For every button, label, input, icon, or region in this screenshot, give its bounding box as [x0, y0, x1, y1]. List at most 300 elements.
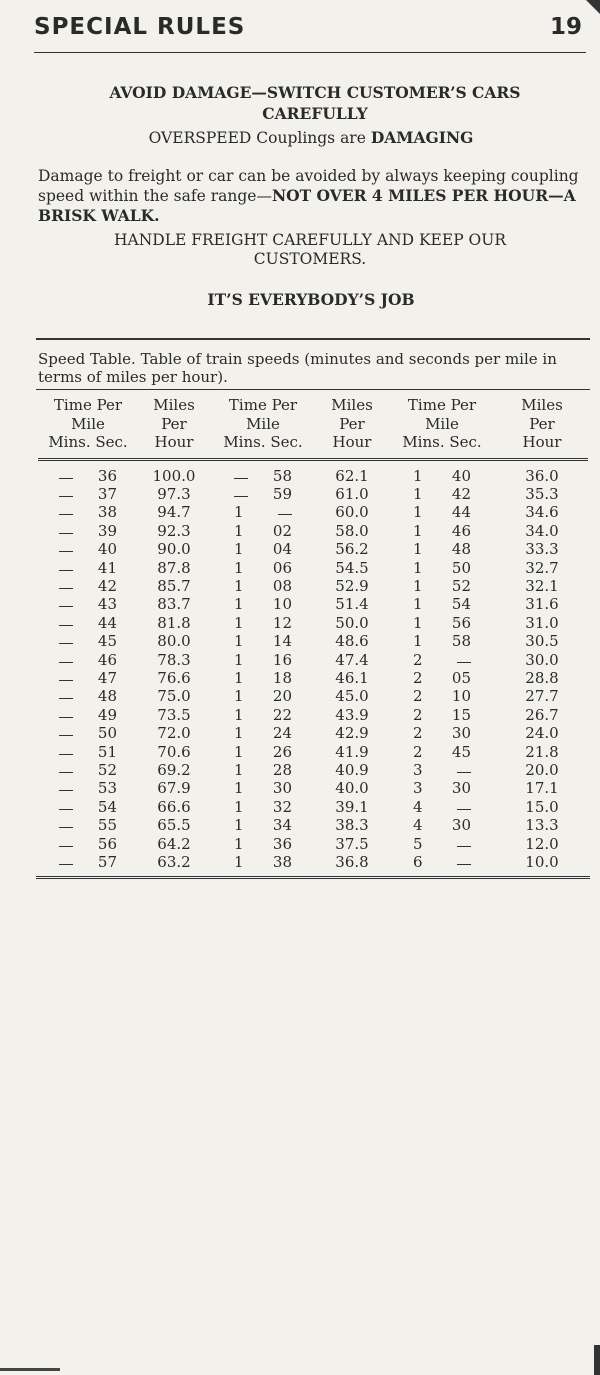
minutes-value [59, 522, 81, 540]
miles-per-hour-cell: 72.0 [157, 724, 191, 743]
seconds-value: 56 [97, 834, 117, 853]
miles-per-hour-cell: 60.0 [335, 503, 369, 522]
time-per-mile-cell [210, 687, 316, 705]
blank-minutes-dash [59, 614, 73, 626]
minutes-value: 1 [234, 503, 244, 522]
time-per-mile-cell [388, 816, 496, 834]
minutes-value: 1 [234, 650, 244, 669]
time-per-mile-cell [388, 577, 496, 595]
seconds-value: 16 [272, 650, 292, 669]
time-per-mile-cell [388, 779, 496, 797]
miles-per-hour-cell: 81.8 [157, 613, 191, 632]
seconds-value: 28 [272, 761, 292, 779]
seconds-value: 44 [451, 503, 471, 522]
seconds-value: 50 [97, 724, 117, 743]
table-row [38, 651, 588, 669]
minutes-value: 2 [413, 687, 423, 706]
miles-per-hour-cell: 36.8 [335, 853, 369, 872]
time-per-mile-cell [38, 559, 138, 577]
miles-per-hour-cell: 40.0 [335, 779, 369, 798]
miles-per-hour-cell: 97.3 [157, 484, 191, 503]
minutes-value: 1 [234, 705, 244, 724]
minutes-value: 1 [234, 834, 244, 853]
miles-per-hour-cell: 20.0 [525, 761, 559, 779]
miles-per-hour-cell: 32.7 [525, 558, 559, 577]
blank-seconds-dash [457, 798, 471, 810]
miles-per-hour-cell: 37.5 [335, 834, 369, 853]
miles-per-hour-cell: 33.3 [525, 540, 559, 559]
minutes-value: 1 [234, 632, 244, 651]
minutes-value: 1 [234, 816, 244, 835]
time-per-mile-cell [210, 853, 316, 871]
seconds-value: 58 [272, 466, 292, 485]
time-per-mile-cell [388, 459, 496, 485]
minutes-value: 1 [413, 521, 423, 540]
miles-per-hour-cell: 83.7 [157, 595, 191, 614]
seconds-value: 22 [272, 705, 292, 724]
seconds-value: 58 [451, 632, 471, 651]
seconds-value: 52 [97, 761, 117, 779]
blank-minutes-dash [234, 467, 248, 479]
minutes-value: 2 [413, 705, 423, 724]
minutes-value: 2 [413, 650, 423, 669]
seconds-value [435, 835, 471, 853]
miles-per-hour-cell: 30.5 [525, 632, 559, 651]
col-header-time-3: Time Per Mile Mins. Sec. [388, 396, 496, 459]
seconds-value: 45 [97, 632, 117, 651]
seconds-value: 10 [451, 687, 471, 706]
seconds-value: 08 [272, 576, 292, 595]
time-per-mile-cell [38, 706, 138, 724]
time-per-mile-cell [38, 798, 138, 816]
seconds-value: 52 [451, 576, 471, 595]
minutes-value: 1 [413, 632, 423, 651]
miles-per-hour-cell: 35.3 [525, 484, 559, 503]
notice-paragraph-bold: NOT OVER 4 MILES PER HOUR—A BRISK WALK. [38, 186, 576, 225]
page-edge-mark-right [594, 1345, 600, 1375]
blank-minutes-dash [59, 798, 73, 810]
seconds-value: 46 [451, 521, 471, 540]
miles-per-hour-cell: 42.9 [335, 724, 369, 743]
minutes-value [59, 798, 81, 816]
seconds-value: 53 [97, 779, 117, 798]
seconds-value: 45 [451, 742, 471, 761]
col-header-mph-2: Miles Per Hour [316, 396, 388, 459]
table-row [38, 669, 588, 687]
time-per-mile-cell [210, 835, 316, 853]
col-header-time-1: Time Per Mile Mins. Sec. [38, 396, 138, 459]
minutes-value: 1 [234, 853, 244, 872]
minutes-value: 4 [413, 797, 423, 816]
blank-minutes-dash [59, 651, 73, 663]
miles-per-hour-cell: 73.5 [157, 705, 191, 724]
table-row [38, 706, 588, 724]
minutes-value: 1 [234, 521, 244, 540]
time-per-mile-cell [388, 724, 496, 742]
miles-per-hour-cell: 85.7 [157, 576, 191, 595]
time-per-mile-cell [388, 595, 496, 613]
table-row [38, 687, 588, 705]
seconds-value: 38 [97, 503, 117, 522]
blank-minutes-dash [59, 559, 73, 571]
minutes-value: 2 [413, 742, 423, 761]
miles-per-hour-cell: 17.1 [525, 779, 559, 798]
time-per-mile-cell [210, 559, 316, 577]
time-per-mile-cell [388, 485, 496, 503]
miles-per-hour-cell: 78.3 [157, 650, 191, 669]
blank-seconds-dash [457, 853, 471, 865]
table-row [38, 761, 588, 779]
seconds-value [435, 651, 471, 669]
miles-per-hour-cell: 12.0 [525, 834, 559, 853]
miles-per-hour-cell: 90.0 [157, 540, 191, 559]
miles-per-hour-cell: 48.6 [335, 632, 369, 651]
table-row [38, 798, 588, 816]
table-row [38, 540, 588, 558]
time-per-mile-cell [38, 816, 138, 834]
seconds-value: 38 [272, 853, 292, 872]
miles-per-hour-cell: 56.2 [335, 540, 369, 559]
col-header-time-2: Time Per Mile Mins. Sec. [210, 396, 316, 459]
table-row [38, 459, 588, 485]
blank-minutes-dash [59, 577, 73, 589]
blank-minutes-dash [59, 835, 73, 847]
seconds-value [435, 761, 471, 779]
seconds-value: 48 [451, 540, 471, 559]
time-per-mile-cell [210, 595, 316, 613]
time-per-mile-cell [38, 614, 138, 632]
time-per-mile-cell [210, 779, 316, 797]
time-per-mile-cell [210, 540, 316, 558]
minutes-value: 4 [413, 816, 423, 835]
miles-per-hour-cell: 50.0 [335, 613, 369, 632]
time-per-mile-cell [38, 687, 138, 705]
col-header-mph-3: Miles Per Hour [496, 396, 588, 459]
table-row [38, 614, 588, 632]
minutes-value: 1 [413, 558, 423, 577]
miles-per-hour-cell: 36.0 [525, 466, 559, 485]
minutes-value [59, 669, 81, 687]
miles-per-hour-cell: 34.0 [525, 521, 559, 540]
miles-per-hour-cell: 31.0 [525, 613, 559, 632]
seconds-value [256, 503, 292, 521]
time-per-mile-cell [388, 835, 496, 853]
time-per-mile-cell [388, 614, 496, 632]
minutes-value [59, 743, 81, 761]
table-bottom-rule [36, 876, 590, 881]
minutes-value: 1 [413, 576, 423, 595]
seconds-value: 18 [272, 668, 292, 687]
minutes-value: 1 [234, 595, 244, 614]
seconds-value: 47 [97, 668, 117, 687]
minutes-value: 1 [234, 742, 244, 761]
minutes-value: 1 [234, 761, 244, 779]
seconds-value: 59 [272, 484, 292, 503]
seconds-value: 54 [451, 595, 471, 614]
miles-per-hour-cell: 30.0 [525, 650, 559, 669]
table-row [38, 632, 588, 650]
miles-per-hour-cell: 34.6 [525, 503, 559, 522]
page-edge-mark-left [0, 1368, 60, 1371]
blank-minutes-dash [59, 522, 73, 534]
table-row [38, 577, 588, 595]
seconds-value: 36 [97, 466, 117, 485]
minutes-value [59, 779, 81, 797]
miles-per-hour-cell: 100.0 [152, 466, 196, 485]
seconds-value: 40 [451, 466, 471, 485]
blank-minutes-dash [59, 687, 73, 699]
miles-per-hour-cell: 46.1 [335, 668, 369, 687]
time-per-mile-cell [38, 651, 138, 669]
time-per-mile-cell [388, 798, 496, 816]
minutes-value: 3 [413, 779, 423, 798]
blank-seconds-dash [457, 835, 471, 847]
time-per-mile-cell [388, 743, 496, 761]
seconds-value: 30 [451, 816, 471, 835]
time-per-mile-cell [38, 853, 138, 871]
minutes-value: 1 [234, 797, 244, 816]
caption-divider [36, 389, 590, 390]
seconds-value: 56 [451, 613, 471, 632]
miles-per-hour-cell: 92.3 [157, 521, 191, 540]
minutes-value: 3 [413, 761, 423, 779]
minutes-value: 1 [234, 724, 244, 743]
minutes-value: 1 [234, 576, 244, 595]
miles-per-hour-cell: 87.8 [157, 558, 191, 577]
miles-per-hour-cell: 10.0 [525, 853, 559, 872]
blank-seconds-dash [457, 761, 471, 773]
miles-per-hour-cell: 69.2 [157, 761, 191, 779]
minutes-value [234, 485, 256, 503]
time-per-mile-cell [38, 743, 138, 761]
table-row [38, 522, 588, 540]
notice-handle-freight: HANDLE FREIGHT CAREFULLY AND KEEP OUR CUSTOMERS. [114, 231, 506, 268]
minutes-value [59, 761, 81, 779]
seconds-value: 41 [97, 558, 117, 577]
time-per-mile-cell [210, 651, 316, 669]
time-per-mile-cell [38, 485, 138, 503]
col-header-mph-1: Miles Per Hour [138, 396, 210, 459]
time-per-mile-cell [210, 706, 316, 724]
minutes-value [59, 540, 81, 558]
miles-per-hour-cell: 65.5 [157, 816, 191, 835]
page-number: 19 [549, 14, 582, 40]
seconds-value: 54 [97, 797, 117, 816]
minutes-value: 2 [413, 668, 423, 687]
seconds-value: 37 [97, 484, 117, 503]
minutes-value [59, 853, 81, 871]
time-per-mile-cell [38, 835, 138, 853]
seconds-value: 44 [97, 613, 117, 632]
blank-seconds-dash [278, 503, 292, 515]
seconds-value: 40 [97, 540, 117, 559]
minutes-value [59, 503, 81, 521]
seconds-value: 05 [451, 668, 471, 687]
time-per-mile-cell [38, 632, 138, 650]
miles-per-hour-cell: 32.1 [525, 576, 559, 595]
time-per-mile-cell [38, 724, 138, 742]
seconds-value: 51 [97, 742, 117, 761]
miles-per-hour-cell: 75.0 [157, 687, 191, 706]
blank-minutes-dash [59, 761, 73, 773]
table-row [38, 835, 588, 853]
time-per-mile-cell [388, 522, 496, 540]
miles-per-hour-cell: 62.1 [335, 466, 369, 485]
seconds-value: 43 [97, 595, 117, 614]
miles-per-hour-cell: 13.3 [525, 816, 559, 835]
seconds-value: 06 [272, 558, 292, 577]
section-divider [36, 338, 590, 340]
table-row [38, 779, 588, 797]
minutes-value: 5 [413, 834, 423, 853]
miles-per-hour-cell: 27.7 [525, 687, 559, 706]
time-per-mile-cell [210, 761, 316, 779]
miles-per-hour-cell: 52.9 [335, 576, 369, 595]
miles-per-hour-cell: 54.5 [335, 558, 369, 577]
miles-per-hour-cell: 31.6 [525, 595, 559, 614]
notice-paragraph [38, 167, 590, 226]
table-row [38, 724, 588, 742]
minutes-value [59, 614, 81, 632]
time-per-mile-cell [210, 459, 316, 485]
minutes-value [59, 816, 81, 834]
minutes-value: 1 [413, 484, 423, 503]
time-per-mile-cell [38, 577, 138, 595]
time-per-mile-cell [210, 577, 316, 595]
time-per-mile-cell [388, 761, 496, 779]
minutes-value [59, 577, 81, 595]
time-per-mile-cell [388, 503, 496, 521]
notice-subheading-bold: DAMAGING [370, 128, 474, 147]
time-per-mile-cell [38, 540, 138, 558]
minutes-value: 1 [234, 779, 244, 798]
blank-minutes-dash [59, 724, 73, 736]
miles-per-hour-cell: 40.9 [335, 761, 369, 779]
notice-subheading [36, 128, 586, 147]
minutes-value [234, 467, 256, 485]
time-per-mile-cell [388, 669, 496, 687]
seconds-value: 49 [97, 705, 117, 724]
miles-per-hour-cell: 76.6 [157, 668, 191, 687]
miles-per-hour-cell: 26.7 [525, 705, 559, 724]
table-header-row [38, 396, 588, 459]
time-per-mile-cell [210, 614, 316, 632]
blank-minutes-dash [59, 743, 73, 755]
miles-per-hour-cell: 94.7 [157, 503, 191, 522]
seconds-value [435, 853, 471, 871]
minutes-value [59, 835, 81, 853]
time-per-mile-cell [38, 761, 138, 779]
notice-heading: AVOID DAMAGE—SWITCH CUSTOMER’S CARS CAREFULLY [109, 83, 521, 123]
time-per-mile-cell [210, 798, 316, 816]
miles-per-hour-cell: 43.9 [335, 705, 369, 724]
miles-per-hour-cell: 15.0 [525, 797, 559, 816]
miles-per-hour-cell: 67.9 [157, 779, 191, 798]
time-per-mile-cell [38, 522, 138, 540]
miles-per-hour-cell: 47.4 [335, 650, 369, 669]
minutes-value: 1 [413, 540, 423, 559]
time-per-mile-cell [210, 669, 316, 687]
seconds-value: 02 [272, 521, 292, 540]
miles-per-hour-cell: 80.0 [157, 632, 191, 651]
time-per-mile-cell [210, 816, 316, 834]
minutes-value [59, 706, 81, 724]
blank-minutes-dash [234, 485, 248, 497]
time-per-mile-cell [388, 687, 496, 705]
seconds-value: 12 [272, 613, 292, 632]
notice-everybody-job: IT’S EVERYBODY’S JOB [207, 290, 415, 309]
table-caption: Speed Table. Table of train speeds (minutes and seconds per mile in terms of miles per hour). [38, 350, 557, 386]
minutes-value [59, 687, 81, 705]
time-per-mile-cell [210, 503, 316, 521]
blank-seconds-dash [457, 651, 471, 663]
miles-per-hour-cell: 63.2 [157, 853, 191, 872]
miles-per-hour-cell: 28.8 [525, 668, 559, 687]
table-row [38, 853, 588, 871]
miles-per-hour-cell: 38.3 [335, 816, 369, 835]
minutes-value [59, 651, 81, 669]
table-row [38, 816, 588, 834]
minutes-value: 1 [413, 595, 423, 614]
seconds-value: 30 [451, 724, 471, 743]
blank-minutes-dash [59, 632, 73, 644]
seconds-value: 30 [272, 779, 292, 798]
time-per-mile-cell [38, 779, 138, 797]
minutes-value [59, 559, 81, 577]
minutes-value: 1 [234, 540, 244, 559]
time-per-mile-cell [388, 632, 496, 650]
miles-per-hour-cell: 66.6 [157, 797, 191, 816]
blank-minutes-dash [59, 706, 73, 718]
seconds-value: 30 [451, 779, 471, 798]
time-per-mile-cell [388, 540, 496, 558]
minutes-value: 1 [413, 466, 423, 485]
time-per-mile-cell [388, 651, 496, 669]
seconds-value: 14 [272, 632, 292, 651]
miles-per-hour-cell: 61.0 [335, 484, 369, 503]
minutes-value [59, 724, 81, 742]
speed-table-body [38, 459, 588, 871]
table-row [38, 595, 588, 613]
blank-minutes-dash [59, 816, 73, 828]
time-per-mile-cell [210, 743, 316, 761]
seconds-value: 46 [97, 650, 117, 669]
blank-minutes-dash [59, 485, 73, 497]
blank-minutes-dash [59, 853, 73, 865]
seconds-value: 04 [272, 540, 292, 559]
minutes-value [59, 595, 81, 613]
seconds-value: 15 [451, 705, 471, 724]
blank-minutes-dash [59, 467, 73, 479]
time-per-mile-cell [38, 595, 138, 613]
table-row [38, 743, 588, 761]
time-per-mile-cell [38, 503, 138, 521]
notice-paragraph-text: Damage to freight or car can be avoided by always keeping coupling speed within the safe range— [38, 167, 579, 205]
blank-minutes-dash [59, 540, 73, 552]
seconds-value: 24 [272, 724, 292, 743]
miles-per-hour-cell: 70.6 [157, 742, 191, 761]
seconds-value: 48 [97, 687, 117, 706]
seconds-value: 50 [451, 558, 471, 577]
miles-per-hour-cell: 64.2 [157, 834, 191, 853]
seconds-value: 20 [272, 687, 292, 706]
time-per-mile-cell [38, 669, 138, 687]
minutes-value: 1 [234, 687, 244, 706]
table-row [38, 503, 588, 521]
time-per-mile-cell [388, 853, 496, 871]
seconds-value: 26 [272, 742, 292, 761]
minutes-value: 1 [234, 613, 244, 632]
